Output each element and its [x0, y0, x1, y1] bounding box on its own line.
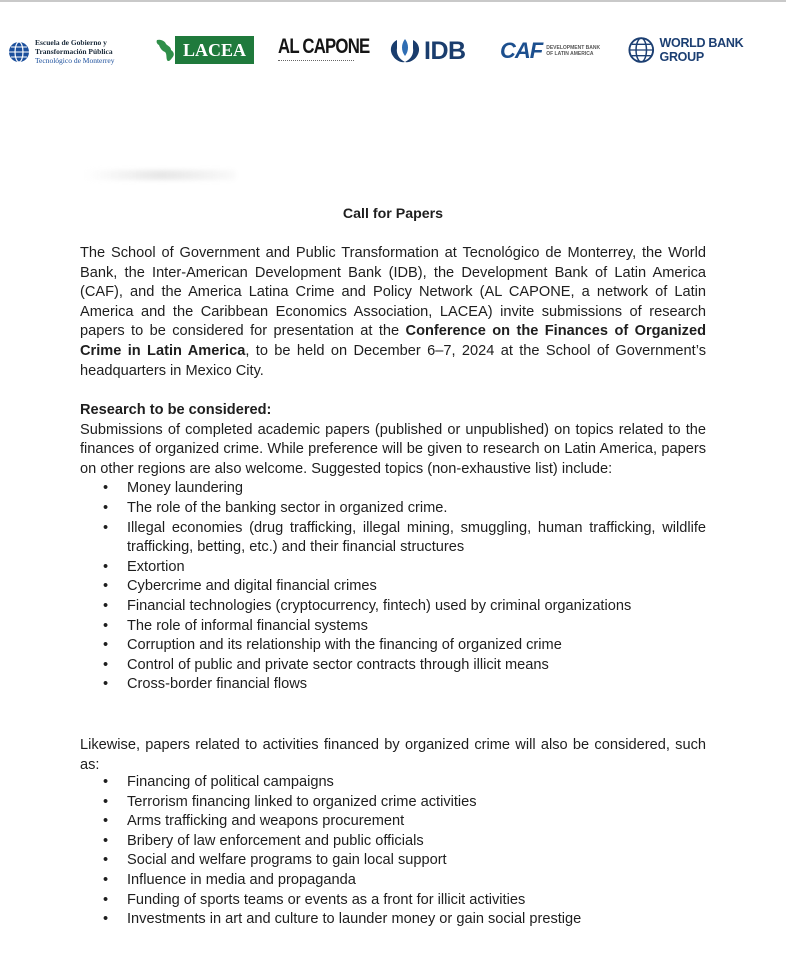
list-item: • Terrorism financing linked to organized crime activities: [80, 793, 706, 813]
idb-mark-icon: [388, 36, 422, 66]
topics-list: [80, 479, 706, 695]
list-item: • Arms trafficking and weapons procurement: [80, 812, 706, 832]
worldbank-wordmark: WORLD BANK GROUP: [659, 36, 744, 64]
sponsor-logos: [8, 30, 784, 78]
activities-section: [80, 773, 706, 930]
list-item: • Extortion: [80, 558, 706, 578]
list-item: • Investments in art and culture to launder money or gain social prestige: [80, 910, 706, 930]
page-title: Call for Papers: [342, 206, 444, 222]
caf-sub1: DEVELOPMENT BANK: [546, 45, 601, 51]
caf-wordmark: CAF: [500, 38, 543, 63]
list-item: • The role of the banking sector in organized crime.: [80, 499, 706, 519]
alcapone-logo: [278, 36, 392, 63]
top-border: [0, 0, 786, 2]
tec-line1: Escuela de Gobierno y: [35, 38, 107, 47]
activities-paragraph: Likewise, papers related to activities financed by organized crime will also be considered, such as:: [80, 737, 706, 773]
list-item: • Influence in media and propaganda: [80, 871, 706, 891]
worldbank-logo: [628, 36, 784, 64]
list-item: • Financing of political campaigns: [80, 773, 706, 793]
research-section: [80, 401, 706, 695]
worldbank-globe-icon: [628, 36, 655, 64]
intro-text-2: , to be held on December 6–7, 2024 at the School of Government’s headquarters in Mexico City.: [80, 342, 706, 379]
list-item: • Cybercrime and digital financial crimes: [80, 577, 706, 597]
intro-paragraph: [80, 244, 706, 381]
tec-line2: Transformación Pública: [35, 47, 113, 56]
list-item: • Illegal economies (drug trafficking, illegal mining, smuggling, human trafficking, wildlife trafficking, betting, etc.) and their financial structures: [80, 519, 706, 558]
tec-globe-icon: [8, 41, 30, 63]
list-item: • Financial technologies (cryptocurrency, fintech) used by criminal organizations: [80, 597, 706, 617]
conference-name: Conference on the Finances of Organized Crime in Latin America: [80, 323, 706, 359]
tec-line3: Tecnológico de Monterrey: [35, 56, 115, 65]
alcapone-tagline: [278, 60, 354, 63]
alcapone-wordmark: AL CAPONE: [278, 35, 370, 58]
list-item: • Cross-border financial flows: [80, 675, 706, 695]
list-item: • Bribery of law enforcement and public officials: [80, 832, 706, 852]
list-item: • Social and welfare programs to gain local support: [80, 851, 706, 871]
list-item: • Funding of sports teams or events as a front for illicit activities: [80, 891, 706, 911]
list-item: • Money laundering: [80, 479, 706, 499]
tec-monterrey-logo: [8, 38, 114, 65]
lacea-logo: [153, 36, 254, 64]
faded-mark: [86, 170, 236, 180]
list-item: • Corruption and its relationship with the financing of organized crime: [80, 636, 706, 656]
caf-logo: [500, 38, 600, 64]
idb-wordmark: IDB: [424, 36, 466, 65]
activities-list: [80, 773, 706, 930]
list-item: • Control of public and private sector contracts through illicit means: [80, 656, 706, 676]
lacea-wordmark: LACEA: [175, 36, 254, 64]
list-item: • The role of informal financial systems: [80, 617, 706, 637]
research-paragraph: Submissions of completed academic papers (published or unpublished) on topics related to the finances of organized crime. While preference will be given to research on Latin America, papers on other regions are also welcome. Suggested topics (non-exhaustive list) include:: [80, 421, 706, 477]
research-heading: Research to be considered:: [80, 402, 272, 418]
caf-sub2: OF LATIN AMERICA: [546, 51, 594, 57]
intro-text-1: The School of Government and Public Transformation at Tecnológico de Monterrey, the World Bank, the Inter-American Development Bank (IDB), the Development Bank of Latin America (CAF), and the America Latina Crime and Policy Network (AL CAPONE, a network of Latin America and the Caribbean Economics Association, LACEA) invite submissions of research papers to be considered for presentation at the: [80, 245, 706, 340]
idb-logo: [388, 36, 466, 66]
